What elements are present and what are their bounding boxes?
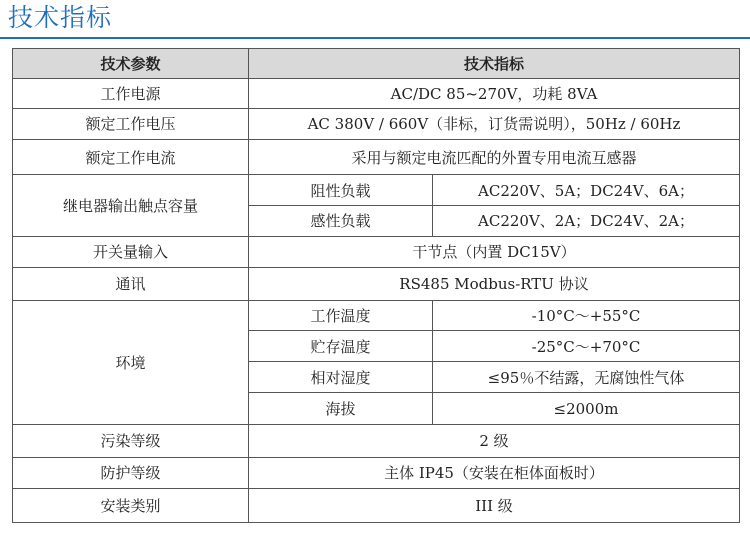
page-title: 技术指标 <box>8 3 113 32</box>
sub-label: 贮存温度 <box>249 331 433 362</box>
row-label: 工作电源 <box>13 78 249 109</box>
row-value: 干节点（内置 DC15V） <box>249 236 740 268</box>
sub-label: 工作温度 <box>249 300 433 331</box>
sub-value: -10°C～+55°C <box>433 300 740 331</box>
row-label: 通讯 <box>13 268 249 301</box>
table-row <box>13 425 740 458</box>
sub-label: 相对湿度 <box>249 361 433 393</box>
row-label: 额定工作电流 <box>13 139 249 175</box>
table-row <box>13 300 740 331</box>
spec-table <box>12 48 740 523</box>
row-value: RS485 Modbus-RTU 协议 <box>249 268 740 301</box>
sub-label: 海拔 <box>249 393 433 425</box>
row-value: AC/DC 85~270V，功耗 8VA <box>249 78 740 109</box>
sub-label: 感性负载 <box>249 205 433 236</box>
row-value: AC 380V / 660V（非标，订货需说明），50Hz / 60Hz <box>249 109 740 140</box>
row-label: 开关量输入 <box>13 236 249 268</box>
header-param: 技术参数 <box>13 49 249 79</box>
sub-value: AC220V、5A；DC24V、6A； <box>433 175 740 206</box>
row-label: 安装类别 <box>13 489 249 523</box>
row-label: 额定工作电压 <box>13 109 249 140</box>
table-row <box>13 236 740 268</box>
row-value: 采用与额定电流匹配的外置专用电流互感器 <box>249 139 740 175</box>
row-value: 2 级 <box>249 425 740 458</box>
row-label: 环境 <box>13 300 249 424</box>
table-row <box>13 268 740 301</box>
row-value: III 级 <box>249 489 740 523</box>
row-label: 污染等级 <box>13 425 249 458</box>
table-row <box>13 78 740 109</box>
table-row <box>13 139 740 175</box>
sub-label: 阻性负载 <box>249 175 433 206</box>
row-label: 防护等级 <box>13 457 249 489</box>
header-spec: 技术指标 <box>249 49 740 79</box>
sub-value: AC220V、2A；DC24V、2A； <box>433 205 740 236</box>
row-label: 继电器输出触点容量 <box>13 175 249 236</box>
sub-value: ≤95％不结露，无腐蚀性气体 <box>433 361 740 393</box>
table-row <box>13 175 740 206</box>
table-row <box>13 489 740 523</box>
sub-value: ≤2000m <box>433 393 740 425</box>
row-value: 主体 IP45（安装在柜体面板时） <box>249 457 740 489</box>
table-row <box>13 109 740 140</box>
table-header-row <box>13 49 740 79</box>
title-divider <box>0 37 750 39</box>
sub-value: -25°C～+70°C <box>433 331 740 362</box>
table-row <box>13 457 740 489</box>
